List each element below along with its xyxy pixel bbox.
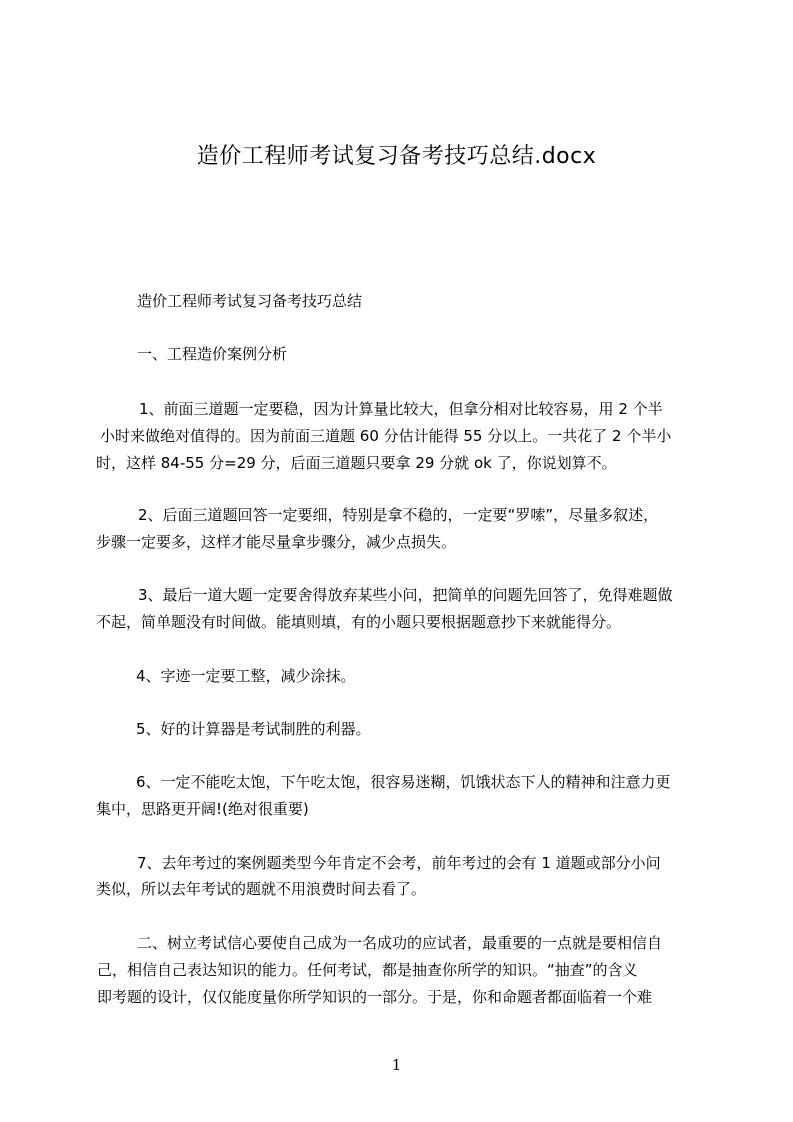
paragraph-5: 5、好的计算器是考试制胜的利器。: [136, 720, 371, 738]
paragraph-3-line-2: 不起，简单题没有时间做。能填则填，有的小题只要根据题意抄下来就能得分。: [96, 613, 622, 631]
paragraph-6-line-2: 集中，思路更开阔!(绝对很重要): [96, 800, 309, 818]
paragraph-7-line-2: 类似，所以去年考试的题就不用浪费时间去看了。: [96, 880, 427, 898]
paragraph-1-line-2: 小时来做绝对值得的。因为前面三道题 60 分估计能得 55 分以上。一共花了 2 个半小: [100, 427, 672, 445]
paragraph-6-line-1: 6、一定不能吃太饱，下午吃太饱，很容易迷糊，饥饿状态下人的精神和注意力更: [136, 773, 671, 791]
paragraph-4: 4、字迹一定要工整，减少涂抹。: [136, 667, 356, 685]
section-2-line-2: 己，相信自己表达知识的能力。任何考试，都是抽查你所学的知识。“抽查”的含义: [97, 961, 638, 979]
section-2-line-3: 即考题的设计，仅仅能度量你所学知识的一部分。于是，你和命题者都面临着一个难: [97, 988, 653, 1006]
article-heading: 造价工程师考试复习备考技巧总结: [137, 292, 363, 310]
paragraph-3-line-1: 3、最后一道大题一定要舍得放弃某些小问，把简单的问题先回答了，免得难题做: [138, 586, 673, 604]
paragraph-1-line-1: 1、前面三道题一定要稳，因为计算量比较大，但拿分相对比较容易，用 2 个半: [139, 400, 663, 418]
section-heading-case-analysis: 一、工程造价案例分析: [137, 345, 288, 363]
section-2-line-1: 二、树立考试信心要使自己成为一名成功的应试者，最重要的一点就是要相信自: [137, 934, 663, 952]
paragraph-7-line-1: 7、去年考过的案例题类型今年肯定不会考，前年考过的会有 1 道题或部分小问: [137, 854, 661, 872]
page-number: 1: [391, 1056, 402, 1074]
paragraph-1-line-3: 时，这样 84-55 分=29 分，后面三道题只要拿 29 分就 ok 了，你说划算不。: [96, 454, 617, 472]
paragraph-2-line-2: 步骤一定要多，这样才能尽量拿步骤分，减少点损失。: [96, 533, 457, 551]
document-file-title: 造价工程师考试复习备考技巧总结.docx: [196, 144, 597, 169]
paragraph-2-line-1: 2、后面三道题回答一定要细，特别是拿不稳的，一定要“罗嗦”，尽量多叙述，: [138, 506, 659, 524]
